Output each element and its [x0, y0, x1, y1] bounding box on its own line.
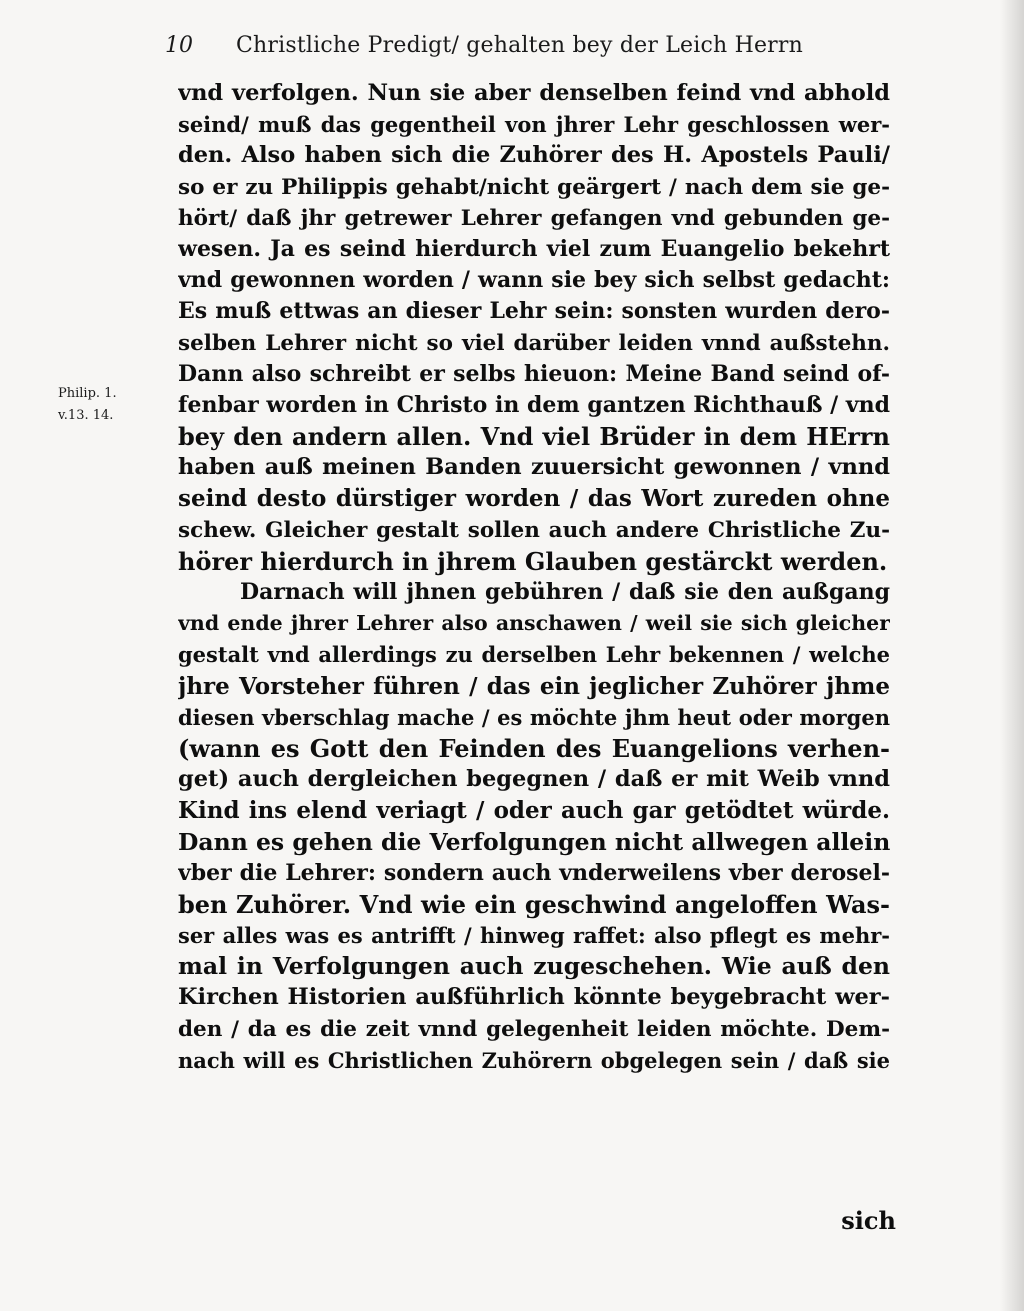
- text-line: haben auß meinen Banden zuuersicht gewonnen / vnnd: [178, 454, 890, 481]
- text-line: so er zu Philippis gehabt/nicht geärgert / nach dem sie ge-: [178, 174, 890, 200]
- text-line: gestalt vnd allerdings zu derselben Lehr bekennen / welche: [178, 642, 890, 668]
- margin-note-line: Philip. 1.: [58, 386, 117, 401]
- text-line: mal in Verfolgungen auch zugeschehen. Wie auß den: [178, 952, 890, 981]
- text-line: wesen. Ja es seind hierdurch viel zum Euangelio bekehrt: [178, 235, 890, 262]
- margin-note-line: v.13. 14.: [58, 408, 114, 423]
- catchword: sich: [841, 1206, 896, 1235]
- text-line: Darnach will jhnen gebühren / daß sie den außgang: [240, 579, 890, 605]
- text-line: vnd gewonnen worden / wann sie bey sich selbst gedacht:: [178, 267, 890, 294]
- text-line: schew. Gleicher gestalt sollen auch andere Christliche Zu-: [178, 517, 890, 543]
- text-line: ben Zuhörer. Vnd wie ein geschwind angeloffen Was-: [178, 889, 890, 919]
- text-line: Dann es gehen die Verfolgungen nicht allwegen allein: [178, 827, 890, 856]
- text-line: diesen vberschlag mache / es möchte jhm heut oder morgen: [178, 704, 890, 730]
- text-line: nach will es Christlichen Zuhörern obgelegen sein / daß sie: [178, 1047, 890, 1073]
- text-line: jhre Vorsteher führen / das ein jeglicher Zuhörer jhme: [178, 672, 890, 700]
- text-line: (wann es Gott den Feinden des Euangelions verhen-: [178, 733, 890, 763]
- text-line: Dann also schreibt er selbs hieuon: Meine Band seind of-: [178, 360, 890, 387]
- text-line: hört/ daß jhr getrewer Lehrer gefangen vnd gebunden ge-: [178, 205, 890, 231]
- text-line: selben Lehrer nicht so viel darüber leiden vnnd außstehn.: [178, 330, 890, 356]
- margin-note: [58, 383, 168, 427]
- text-line: Kind ins elend veriagt / oder auch gar getödtet würde.: [178, 797, 890, 825]
- running-title: Christliche Predigt/ gehalten bey der Leich Herrn: [236, 33, 803, 58]
- text-line: vber die Lehrer: sondern auch vnderweilens vber derosel-: [178, 859, 890, 886]
- text-line: Kirchen Historien außführlich könnte beygebracht wer-: [178, 984, 890, 1011]
- text-line: vnd ende jhrer Lehrer also anschawen / weil sie sich gleicher: [178, 611, 890, 636]
- text-line: ser alles was es antrifft / hinweg raffet: also pflegt es mehr-: [178, 923, 890, 949]
- text-line: vnd verfolgen. Nun sie aber denselben feind vnd abhold: [178, 80, 890, 106]
- text-line: seind desto dürstiger worden / das Wort zureden ohne: [178, 485, 890, 513]
- page-edge-shadow: [1000, 0, 1024, 1311]
- text-line: get) auch dergleichen begegnen / daß er mit Weib vnnd: [178, 766, 890, 793]
- page-header: [165, 28, 885, 64]
- text-line: bey den andern allen. Vnd viel Brüder in dem HErrn: [178, 422, 890, 452]
- text-line: den. Also haben sich die Zuhörer des H. Apostels Pauli/: [178, 142, 890, 169]
- text-line: fenbar worden in Christo in dem gantzen Richthauß / vnd: [178, 391, 890, 418]
- text-line: hörer hierdurch in jhrem Glauben gestärckt werden.: [178, 546, 888, 576]
- text-line: Es muß ettwas an dieser Lehr sein: sonsten wurden dero-: [178, 298, 890, 325]
- body-text: [178, 78, 890, 1076]
- text-line: den / da es die zeit vnnd gelegenheit leiden möchte. Dem-: [178, 1016, 890, 1042]
- text-line: seind/ muß das gegentheil von jhrer Lehr geschlossen wer-: [178, 112, 890, 138]
- page-number: 10: [165, 33, 193, 58]
